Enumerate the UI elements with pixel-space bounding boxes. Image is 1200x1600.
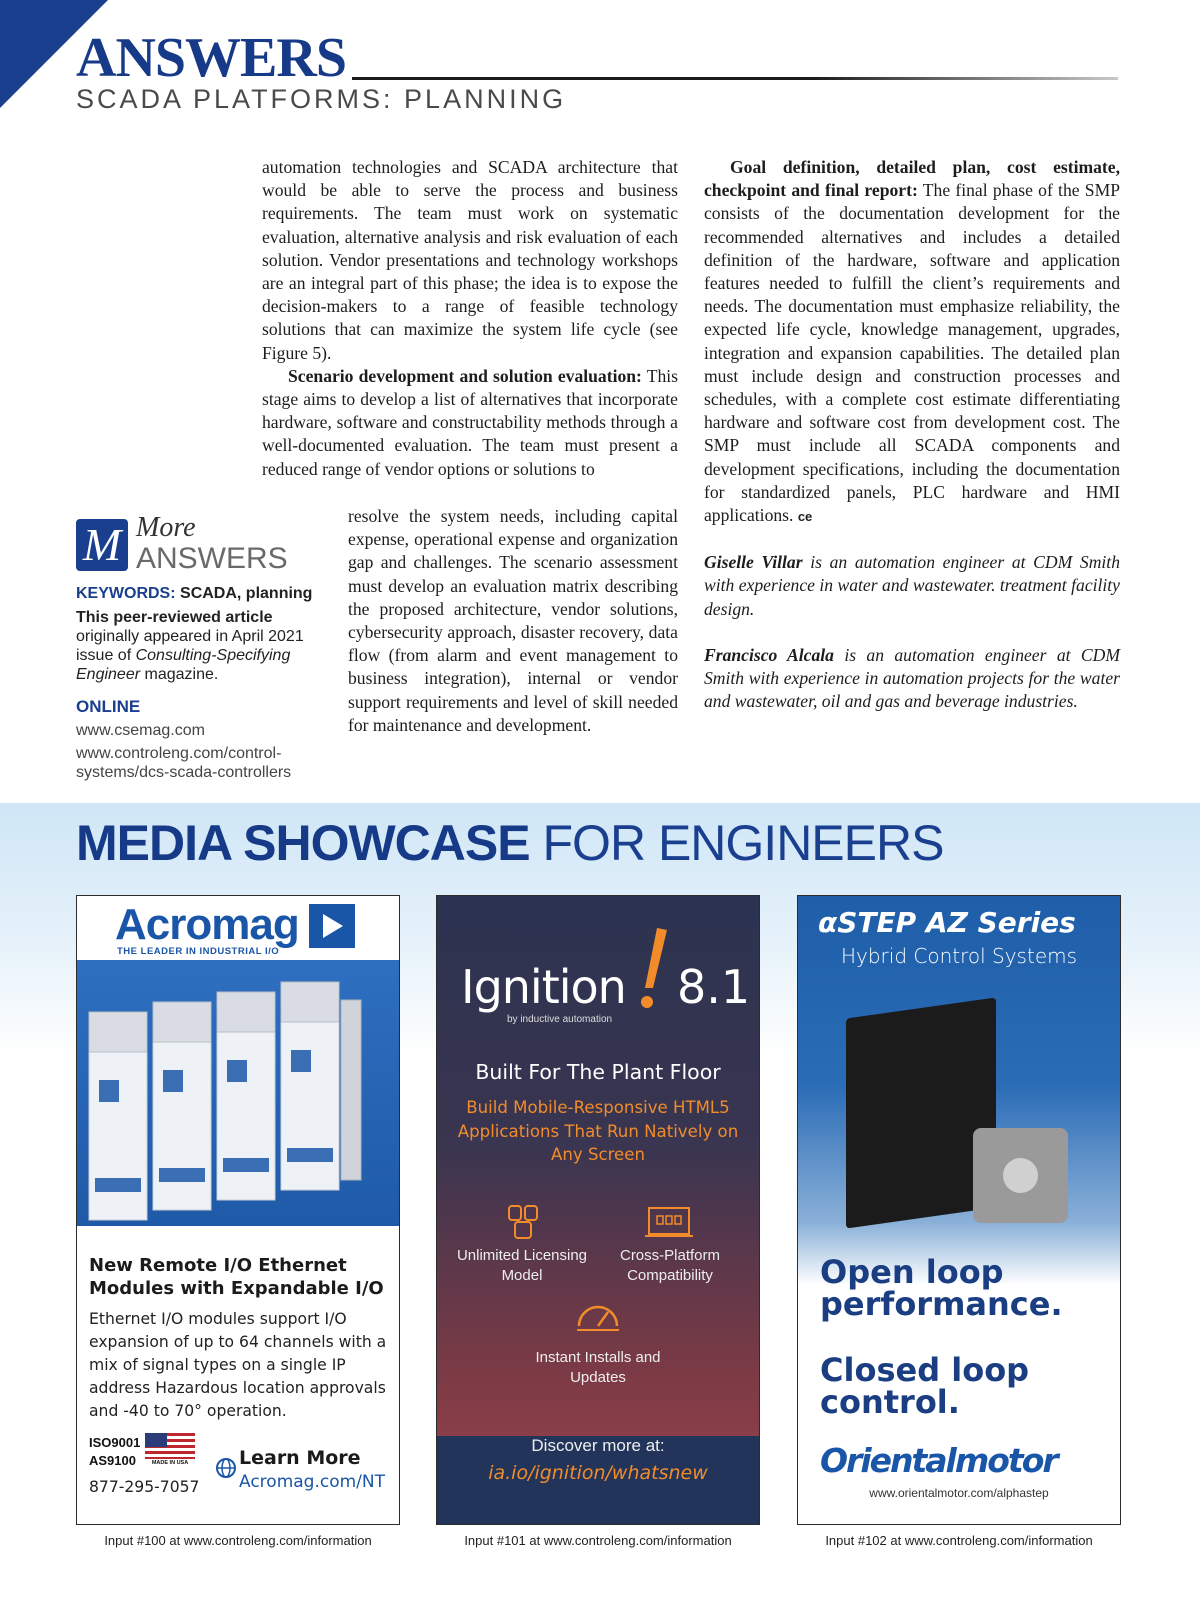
author-name: Giselle Villar [704, 552, 803, 573]
oriental-motor-ad[interactable] [797, 895, 1121, 1525]
online-link[interactable]: www.controleng.com/control-systems/dcs-scada-controllers [76, 745, 292, 781]
keywords-line [76, 584, 326, 603]
ignition-ad[interactable] [436, 895, 760, 1525]
peer-line2: originally appeared in April 2021 issue of [76, 628, 304, 664]
flame-icon [627, 926, 677, 1016]
acromag-url[interactable]: Acromag.com/NT [239, 1472, 386, 1492]
answers-label: ANSWERS [136, 542, 288, 575]
article-paragraph [262, 365, 678, 481]
more-answers-logo: M [76, 519, 128, 571]
devices-icon [645, 1202, 693, 1242]
acromag-tagline: THE LEADER IN INDUSTRIAL I/O [117, 946, 280, 957]
oriental-motor-logo: Orientalmotor [820, 1441, 1057, 1480]
ignition-version: 8.1 [677, 960, 751, 1014]
ignition-subheadline: Build Mobile-Responsive HTML5 Applications That Run Natively on Any Screen [457, 1098, 739, 1164]
certifications [89, 1434, 140, 1470]
showcase-title-strong: MEDIA SHOWCASE [76, 815, 530, 871]
acromag-description: Ethernet I/O modules support I/O expansion of up to 64 channels with a mix of signal types on a single IP address Hazardous location approvals and -40 to 70° operation. [89, 1310, 387, 1420]
ignition-headline: Built For The Plant Floor [475, 1060, 721, 1084]
cert-as9100: AS9100 [89, 1453, 136, 1468]
peer-review-note [76, 608, 326, 684]
ignition-byline: by inductive automation [507, 1014, 613, 1025]
gauge-icon [575, 1296, 621, 1336]
showcase-title [76, 815, 944, 871]
acromag-phone: 877-295-7057 [89, 1478, 200, 1496]
paragraph-text: The final phase of the SMP consists of the documentation development for the recommended alternatives and includes a detailed definition of the hardware, software and application features needed to fulfill the client’s requirements and needs. The documentation must emphasize reliability, the expected life cycle, knowledge management, upgrades, integration and expansion capabilities. The detailed plan must include design and construction processes and schedules, with a complete cost estimate differentiating hardware and software cost from development cost. The SMP must include all SCADA components and development specifications, including the documentation for standardized panels, PLC hardware and HMI applications. [704, 180, 1121, 526]
author-bio-text: is an automation engineer at CDM Smith with experience in automation projects for the water and wastewater, oil and gas and beverage industries. [704, 644, 1120, 712]
end-mark: ce [797, 509, 813, 525]
om-headline-1 [820, 1253, 1110, 1323]
om-headline-2 [820, 1351, 1110, 1421]
feature-unlimited-licensing: Unlimited Licensing Model [456, 1247, 588, 1284]
article-column-left-continued [348, 505, 678, 737]
acromag-headline: New Remote I/O Ethernet Modules with Expandable I/O [89, 1255, 384, 1299]
author-bio [704, 644, 1120, 714]
discover-more-label: Discover more at: [531, 1436, 665, 1455]
globe-icon [215, 1457, 237, 1479]
om-headline-1b: performance. [820, 1285, 1063, 1323]
feature-cross-platform: Cross-Platform Compatibility [619, 1247, 720, 1284]
om-series-subtitle: Hybrid Control Systems [840, 944, 1078, 968]
ad-caption: Input #101 at www.controleng.com/information [464, 1533, 732, 1548]
ignition-logo: Ignition [461, 960, 626, 1014]
article-paragraph: automation technologies and SCADA architecture that would be able to serve the process and business requirements. The team must work on systematic evaluation, alternative analysis and risk evaluation of each solution. Vendor presentations and technology workshops are an integral part of this phase; the idea is to expose the decision-makers to a range of feasible technology solutions that can maximize the system life cycle (see Figure 5). [262, 157, 678, 363]
article-column-right [704, 156, 1120, 713]
header-rule [352, 77, 1118, 80]
section-subtitle: SCADA PLATFORMS: PLANNING [76, 84, 567, 114]
om-headline-2a: Closed loop [820, 1351, 1030, 1389]
acromag-logo-icon [309, 904, 355, 948]
peer-line3: magazine. [140, 666, 219, 683]
om-series-title: αSTEP AZ Series [818, 906, 1076, 939]
keywords-value: SCADA, planning [180, 585, 313, 602]
made-in-usa-label: MADE IN USA [151, 1460, 189, 1465]
more-label: More [136, 512, 196, 543]
online-heading: ONLINE [76, 697, 141, 716]
om-url[interactable]: www.orientalmotor.com/alphastep [869, 1486, 1049, 1500]
article-paragraph [704, 156, 1120, 528]
paragraph-heading: Goal definition, detailed plan, cost estimate, checkpoint and final report: [704, 157, 1120, 201]
cert-iso9001: ISO9001 [89, 1435, 141, 1450]
usa-flag-icon [145, 1433, 195, 1465]
paragraph-heading: Scenario development and solution evaluation: [288, 365, 642, 386]
feature-instant-installs: Instant Installs and Updates [535, 1349, 661, 1386]
om-headline-2b: control. [820, 1383, 960, 1421]
peer-line1: This peer-reviewed article [76, 609, 273, 626]
magazine-name: Consulting-Specifying Engineer [76, 647, 291, 683]
io-modules-product-image [77, 960, 399, 1226]
author-bio [704, 551, 1120, 621]
author-bio-text: is an automation engineer at CDM Smith with experience in water and wastewater. treatment facility design. [704, 552, 1120, 619]
ad-caption: Input #100 at www.controleng.com/information [104, 1533, 372, 1548]
om-headline-1a: Open loop [820, 1253, 1004, 1291]
paragraph-text: This stage aims to develop a list of alternatives that incorporate hardware, software and constructability methods through a well-documented evaluation. The team must present a reduced range of vendor options or solutions to [262, 365, 679, 479]
acromag-logo: Acromag [115, 900, 299, 949]
section-title: ANSWERS [76, 27, 346, 89]
motor-shaft-image [1003, 1158, 1038, 1193]
article-column-left [262, 156, 678, 481]
showcase-title-light: FOR ENGINEERS [542, 815, 944, 871]
users-icon [503, 1202, 543, 1242]
ad-caption: Input #102 at www.controleng.com/information [825, 1533, 1093, 1548]
keywords-label: KEYWORDS: [76, 585, 176, 602]
author-name: Francisco Alcala [704, 644, 834, 665]
article-paragraph: resolve the system needs, including capital expense, operational expense and organization gap and challenges. The scenario assessment must develop an evaluation matrix describing the proposed architecture, vendor solutions, cybersecurity approach, disaster recovery, data flow (from alarm and event management to business integration), internal or vendor support requirements and level of skill needed for maintenance and development. [348, 506, 678, 735]
learn-more-link[interactable]: Learn More [239, 1447, 361, 1469]
online-link[interactable]: www.csemag.com [76, 722, 205, 739]
acromag-ad[interactable] [76, 895, 400, 1525]
ignition-url[interactable]: ia.io/ignition/whatsnew [488, 1462, 708, 1484]
